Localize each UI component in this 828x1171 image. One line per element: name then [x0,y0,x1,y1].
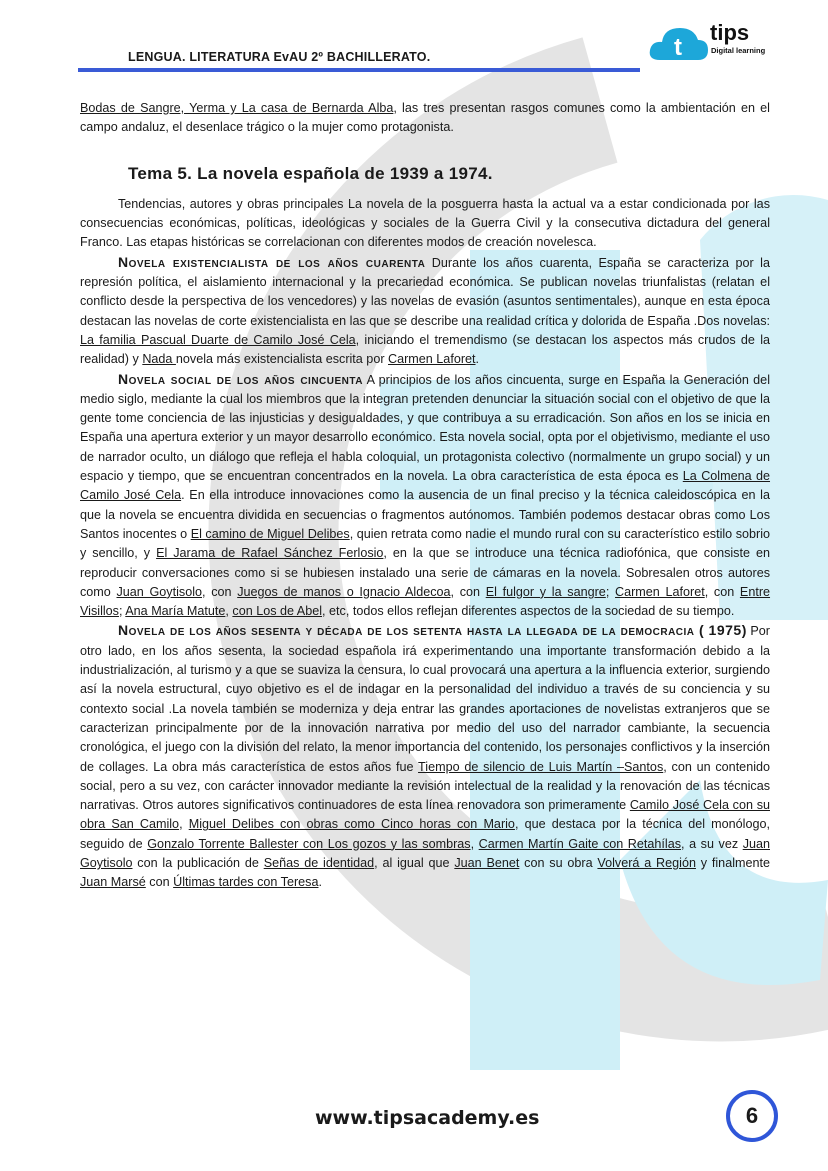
section-sesenta-setenta [80,621,770,892]
text-run: . [318,875,322,890]
text-run: con la publicación de [132,855,264,870]
text-run: Por otro lado, en los años sesenta, la sociedad española irá experimentando una importante transformación debido a la industrialización, al turismo y a que se suaviza la censura, lo cual provocará una apertura a la influencia exterior, surgiendo así la novela estructural, cuyo objetivo es el de indagar en la personalidad del individuo a través de su conciencia y su contexto social .La novela también se moderniza y deja entrar las grandes aportaciones de novelistas extranjeros que se caracterizan principalmente por de la innovación narrativa por medio del uso del narrador cambiante, la secuencia cronológica, el juego con la división del relato, la menor importancia del contenido, los personajes conflictivos y la inserción de collages. La obra más característica de estos años fue [80,624,770,774]
link-reference[interactable]: Tiempo de silencio de Luis Martín –Santos [418,759,664,774]
text-run: , a su vez [681,836,743,851]
text-run: , [225,604,233,619]
cloud-logo-icon [648,20,788,64]
intro-paragraph [80,99,770,138]
header-divider [78,68,640,72]
link-reference[interactable]: Carmen Laforet [615,584,705,599]
section-social [80,370,770,622]
link-reference[interactable]: Señas de identidad [263,855,375,870]
text-run: y finalmente [695,855,770,870]
link-reference[interactable]: Juegos de manos o Ignacio Aldecoa [237,584,451,599]
link-reference[interactable]: Volverá a Región [597,855,696,870]
text-run: , [179,817,189,832]
tema-heading: Tema 5. La novela española de 1939 a 1974. [128,163,493,183]
link-lorca-works[interactable]: Bodas de Sangre, Yerma y La casa de Bernarda Alba [80,101,394,115]
text-run: ; [605,584,616,599]
text-run: A principios de los años cincuenta, surge en España la Generación del medio siglo, mediante la cual los miembros que la integran pretenden denunciar la situación social con el objetivo de que la gente tome conciencia de las injusticias y desigualdades, y que contribuya a su erradicación. Son años en los se inicia en España una apertura exterior y un mayor desarrollo económico. Esta novela social, opta por el objetivismo, mediante el uso de narrador oculto, un diálogo que refleja el habla coloquial, un protagonista colectivo (normalmente un grupo social) y un espacio y tiempo, que se encuentran concentrados en la novela. La obra característica de esta época es [80,372,770,484]
text-run: , que destaca por la técnica del monólogo, seguido de [80,817,770,851]
link-reference[interactable]: Juan Benet [454,855,520,870]
footer-website-link[interactable]: www.tipsacademy.es [315,1107,540,1129]
text-run: , quien retrata como nadie el mundo rural con su característico estilo sobrio y sencillo, y [80,526,770,561]
text-run: ; [118,604,126,619]
section-heading: Novela de los años sesenta y década de los setenta hasta la llegada de la democracia ( 1975) [118,622,747,639]
link-reference[interactable]: La familia Pascual Duarte de Camilo José Cela [80,332,356,347]
page-number-badge: 6 [726,1090,778,1142]
link-reference[interactable]: Ana María Matute [125,604,226,619]
intro-text: , las tres presentan rasgos comunes como la ambientación en el campo andaluz, el desenlace trágico o la mujer como protagonista. [80,101,770,135]
text-run: , en la que se introduce una técnica radiofónica, que consiste en reproducir conversaciones como si se hubiesen instalado una serie de cámaras en la novela. Sobresalen otros autores como [80,546,770,599]
text-run: . En ella introduce innovaciones como la ausencia de un final preciso y la técnica caleidoscópica en la que la novela se encuentra dividida en secuencias o fragmentos autónomos. También podemos destacar obras como Los Santos inocentes o [80,488,770,541]
logo-tagline: Digital learning [711,46,766,55]
link-reference[interactable]: Carmen Martín Gaite con Retahílas [478,836,682,851]
header-title: LENGUA. LITERATURA EvAU 2º BACHILLERATO. [128,50,431,64]
tema-intro-paragraph: Tendencias, autores y obras principales La novela de la posguerra hasta la actual va a estar condicionada por las consecuencias económicas, políticas, ideológicas y sociales de la Guerra Civil y la consecutiva dictadura del general Franco. Las etapas históricas se correlacionan con diferentes modos de creación novelesca. [80,196,770,250]
link-reference[interactable]: Juan Goytisolo [116,584,202,599]
logo-wordmark: tips [710,20,750,45]
section-heading: Novela existencialista de los años cuarenta [118,253,426,270]
link-reference[interactable]: La Colmena de Camilo José Cela [80,469,771,503]
link-reference[interactable]: Miguel Delibes con obras como Cinco horas con Mario [188,817,515,832]
document-body [80,99,770,893]
text-run: , con un contenido social, pero a su vez, con carácter innovador mediante la revisión intelectual de la realidad y la renovación de las técnicas narrativas. Otros autores significativos continuadores de esta línea renovadora son primeramente [80,759,771,813]
logo-letter: t [674,34,682,61]
text-run: , con [704,584,740,599]
text-run: , con [450,584,486,599]
link-reference[interactable]: Nada [142,352,176,367]
link-reference[interactable]: Juan Marsé [80,875,146,890]
link-reference[interactable]: Juan Goytisolo [80,836,770,870]
link-reference[interactable]: El Jarama de Rafael Sánchez Ferlosio [156,546,384,561]
text-run: , etc, todos ellos reflejan diferentes aspectos de la sociedad de su tiempo. [322,604,735,619]
text-run: con [145,875,174,890]
text-run: con su obra [519,855,598,870]
text-run: , con [202,584,238,599]
link-reference[interactable]: Gonzalo Torrente Ballester con Los gozos y las sombras [147,836,471,851]
link-reference[interactable]: El fulgor y la sangre [485,584,606,599]
link-reference[interactable]: Camilo José Cela con su obra San Camilo [80,798,770,832]
link-reference[interactable]: Entre Visillos [80,584,771,619]
link-reference[interactable]: El camino de Miguel Delibes [190,526,350,541]
text-run: . [475,352,480,367]
link-reference[interactable]: con Los de Abel [232,604,323,619]
text-run: , [470,836,479,851]
link-reference[interactable]: Carmen Laforet [388,352,476,367]
text-run: , al igual que [374,855,455,870]
text-run: novela más existencialista escrita por [175,352,389,367]
link-reference[interactable]: Últimas tardes con Teresa [173,875,319,890]
text-run: , iniciando el tremendismo (se destacan los aspectos más crudos de la realidad) y [80,332,770,367]
section-existencialista [80,253,770,370]
text-run: Durante los años cuarenta, España se caracteriza por la represión política, el aislamiento internacional y la precariedad económica. Se publican novelas triunfalistas (relatan el conflicto desde la perspectiva de los vencedores) y las novelas de evasión (asuntos sentimentales), aunque en esta época destacan las novelas de corte existencialista en las que se describe una realidad crítica y dolorida de España .Dos novelas: [80,255,770,328]
section-heading: Novela social de los años cincuenta [118,370,363,387]
